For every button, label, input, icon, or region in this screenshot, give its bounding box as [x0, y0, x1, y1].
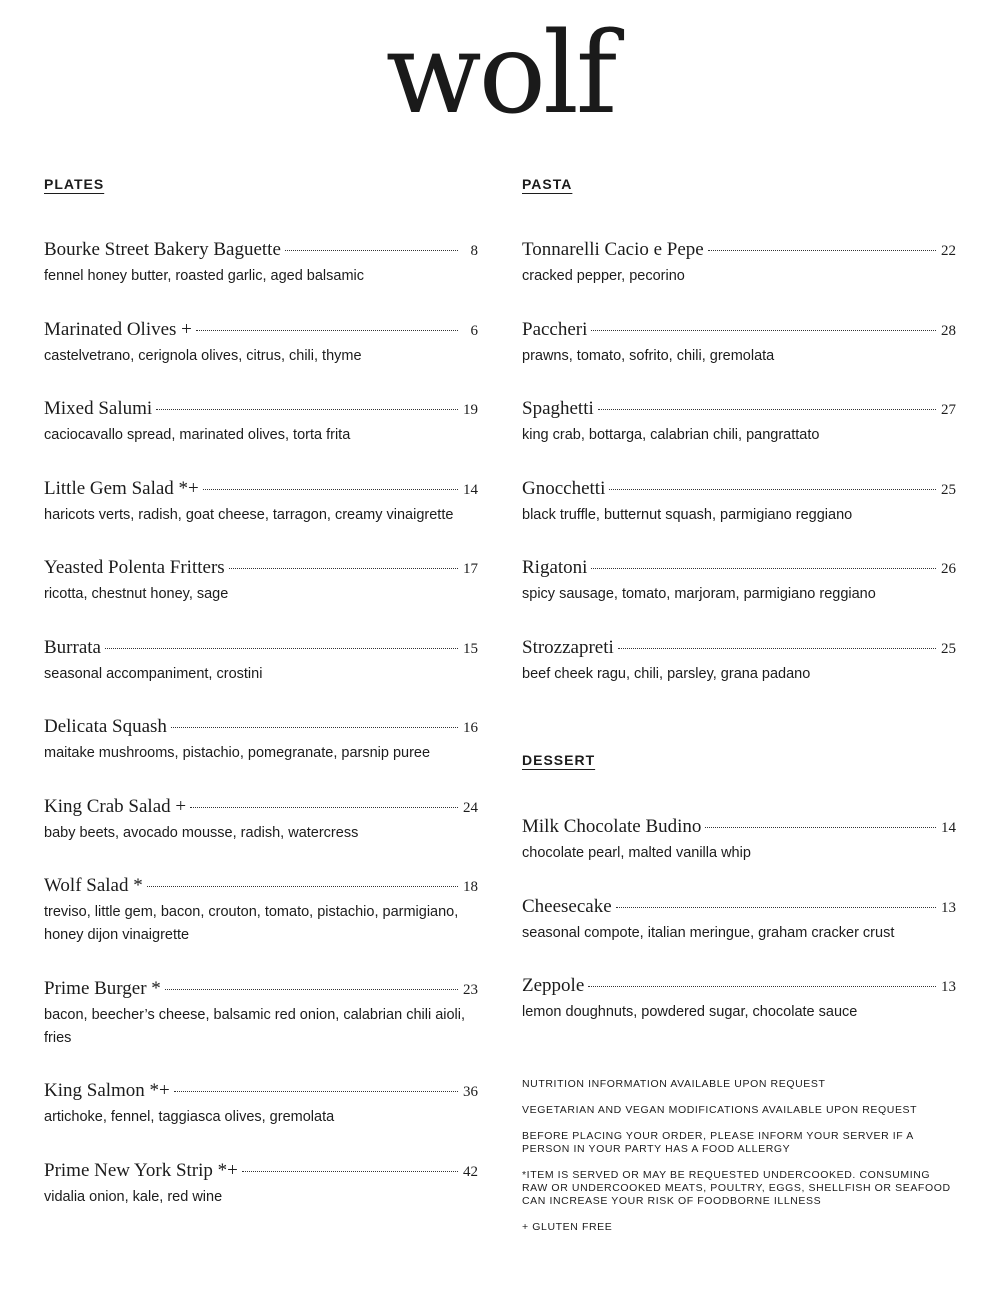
menu-item-line [522, 637, 956, 663]
menu-item [44, 319, 478, 399]
menu-item-price: 18 [463, 879, 478, 895]
menu-item-price: 27 [941, 402, 956, 418]
menu-item [44, 239, 478, 319]
leader-dots [165, 989, 458, 990]
dessert-list [522, 816, 956, 1055]
menu-item-name: Bourke Street Bakery Baguette [44, 239, 281, 260]
plates-column [44, 174, 478, 1239]
plates-heading: PLATES [44, 176, 105, 192]
menu-item [522, 478, 956, 558]
menu-item-price: 24 [463, 799, 478, 816]
menu-item-description: baby beets, avocado mousse, radish, watercress [44, 824, 359, 841]
plates-list [44, 239, 478, 1239]
leader-dots [229, 568, 458, 569]
menu-item-description: artichoke, fennel, taggiasca olives, gremolata [44, 1109, 335, 1125]
menu-note: BEFORE PLACING YOUR ORDER, PLEASE INFORM YOUR SERVER IF A PERSON IN YOUR PARTY HAS A FOOD ALLERGY [522, 1129, 914, 1155]
menu-item-price: 13 [941, 899, 956, 916]
leader-dots [174, 1091, 458, 1092]
menu-item-name: Delicata Squash [44, 716, 167, 737]
menu-item-line [44, 557, 478, 583]
menu-item-name: Paccheri [522, 318, 588, 340]
menu-item-line [44, 796, 478, 822]
menu-item-price: 16 [463, 720, 478, 736]
menu-item [44, 1080, 478, 1160]
menu-item-line [44, 319, 478, 345]
menu-item-name: Tonnarelli Cacio e Pepe [522, 239, 704, 260]
leader-dots [242, 1171, 458, 1172]
menu-item-description: castelvetrano, cerignola olives, citrus, chili, thyme [44, 347, 362, 364]
menu-item-price: 22 [941, 243, 956, 259]
menu-item-description: fennel honey butter, roasted garlic, aged balsamic [44, 268, 365, 284]
menu-item-description: chocolate pearl, malted vanilla whip [522, 845, 751, 861]
menu-item-price: 17 [463, 561, 478, 577]
menu-item-line [44, 398, 478, 424]
menu-item [44, 875, 478, 978]
leader-dots [591, 568, 936, 569]
menu-item-price: 15 [463, 640, 478, 657]
menu-item-name: Prime New York Strip *+ [44, 1159, 238, 1181]
menu-item-line [522, 896, 956, 922]
menu-item-description: seasonal compote, italian meringue, graham cracker crust [522, 924, 895, 941]
leader-dots [591, 330, 936, 331]
menu-item-description: bacon, beecher’s cheese, balsamic red onion, calabrian chili aioli, fries [44, 1006, 466, 1046]
menu-item-name: Spaghetti [522, 398, 594, 419]
leader-dots [105, 648, 458, 649]
menu-item-line [522, 239, 956, 265]
leader-dots [156, 409, 458, 410]
menu-item-name: Mixed Salumi [44, 398, 153, 419]
menu-item [522, 975, 956, 1055]
menu-item-price: 25 [941, 481, 956, 498]
menu-item-name: Burrata [44, 636, 101, 658]
menu-item-price: 14 [463, 481, 478, 498]
menu-item-price: 8 [470, 243, 478, 259]
menu-item [522, 637, 956, 717]
menu-item-description: spicy sausage, tomato, marjoram, parmigiano reggiano [522, 586, 876, 602]
menu-item-description: black truffle, butternut squash, parmigiano reggiano [522, 506, 853, 523]
menu-item-price: 14 [941, 820, 956, 836]
menu-item-description: caciocavallo spread, marinated olives, torta frita [44, 427, 351, 443]
leader-dots [616, 907, 936, 908]
menu-item-description: beef cheek ragu, chili, parsley, grana padano [522, 665, 811, 682]
leader-dots [618, 648, 936, 649]
menu-item [44, 478, 478, 558]
menu-item-price: 28 [941, 322, 956, 339]
menu-item [522, 816, 956, 896]
menu-item-name: Gnocchetti [522, 477, 606, 499]
menu-note: *ITEM IS SERVED OR MAY BE REQUESTED UNDERCOOKED. CONSUMING RAW OR UNDERCOOKED MEATS, POULTRY, EGGS, SHELLFISH OR SEAFOOD CAN INCREASE YOUR RISK OF FOODBORNE ILLNESS [522, 1168, 951, 1207]
menu-item-line [522, 816, 956, 842]
menu-item-line [522, 975, 956, 1001]
menu-item-price: 36 [463, 1084, 478, 1100]
menu-item [522, 557, 956, 637]
menu-item [44, 398, 478, 478]
menu-item-name: Zeppole [522, 975, 585, 996]
menu-item-line [522, 557, 956, 583]
menu-item-name: Marinated Olives + [44, 318, 192, 340]
menu-item-line [522, 398, 956, 424]
menu-note: NUTRITION INFORMATION AVAILABLE UPON REQUEST [522, 1077, 826, 1090]
menu-item-price: 6 [470, 322, 478, 339]
menu-item-price: 19 [463, 402, 478, 418]
menu-item-name: Milk Chocolate Budino [522, 816, 702, 837]
menu-item-description: prawns, tomato, sofrito, chili, gremolata [522, 347, 775, 364]
leader-dots [203, 489, 458, 490]
pasta-list [522, 239, 956, 716]
restaurant-logo: wolf [385, 9, 615, 139]
leader-dots [705, 827, 936, 828]
menu-item-line [44, 239, 478, 265]
menu-item-name: Yeasted Polenta Fritters [44, 557, 225, 578]
leader-dots [708, 250, 936, 251]
menu-item-description: seasonal accompaniment, crostini [44, 665, 263, 682]
menu-item-description: ricotta, chestnut honey, sage [44, 586, 229, 602]
menu-item-description: haricots verts, radish, goat cheese, tarragon, creamy vinaigrette [44, 506, 454, 523]
leader-dots [147, 886, 458, 887]
menu-item-description: treviso, little gem, bacon, crouton, tomato, pistachio, parmigiano, honey dijon vinaigrette [44, 904, 459, 943]
menu-item-description: king crab, bottarga, calabrian chili, pangrattato [522, 427, 820, 443]
leader-dots [171, 727, 458, 728]
menu-item-line [522, 478, 956, 504]
menu-item-name: King Salmon *+ [44, 1080, 170, 1101]
menu-item-description: cracked pepper, pecorino [522, 268, 685, 284]
dessert-heading: DESSERT [522, 752, 596, 768]
menu-item-name: Cheesecake [522, 895, 612, 917]
menu-item [44, 978, 478, 1081]
menu-item-price: 23 [463, 981, 478, 998]
menu-item-line [44, 716, 478, 742]
menu-note: VEGETARIAN AND VEGAN MODIFICATIONS AVAILABLE UPON REQUEST [522, 1103, 918, 1116]
menu-item-line [44, 1080, 478, 1106]
menu-item [44, 716, 478, 796]
menu-item-name: King Crab Salad + [44, 795, 187, 817]
pasta-heading: PASTA [522, 176, 573, 192]
menu-item-description: maitake mushrooms, pistachio, pomegranate, parsnip puree [44, 745, 431, 761]
menu-item-line [44, 1160, 478, 1186]
menu-note: + GLUTEN FREE [522, 1220, 613, 1233]
menu-item [44, 1160, 478, 1240]
menu-item-price: 13 [941, 979, 956, 995]
menu-item [522, 319, 956, 399]
menu-item-line [44, 978, 478, 1004]
menu-item [522, 239, 956, 319]
leader-dots [190, 807, 458, 808]
menu-item-description: lemon doughnuts, powdered sugar, chocolate sauce [522, 1004, 858, 1020]
pasta-dessert-column [522, 174, 956, 1247]
menu-item-line [44, 637, 478, 663]
leader-dots [598, 409, 936, 410]
menu-item-line [522, 319, 956, 345]
menu-item-price: 26 [941, 561, 956, 577]
menu-item-name: Strozzapreti [522, 636, 614, 658]
menu-item [44, 796, 478, 876]
leader-dots [609, 489, 936, 490]
leader-dots [588, 986, 936, 987]
menu-item-name: Little Gem Salad *+ [44, 477, 199, 499]
menu-item-price: 42 [463, 1163, 478, 1180]
menu-item [522, 398, 956, 478]
menu-item [44, 557, 478, 637]
menu-item-name: Wolf Salad * [44, 875, 143, 896]
menu-item-description: vidalia onion, kale, red wine [44, 1188, 223, 1205]
menu-item-price: 25 [941, 640, 956, 657]
menu-item-name: Rigatoni [522, 557, 588, 578]
menu-item [44, 637, 478, 717]
menu-item-name: Prime Burger * [44, 977, 161, 999]
menu-notes [522, 1078, 956, 1234]
leader-dots [285, 250, 458, 251]
menu-item-line [44, 478, 478, 504]
menu-item [522, 896, 956, 976]
menu-item-line [44, 875, 478, 901]
leader-dots [196, 330, 458, 331]
